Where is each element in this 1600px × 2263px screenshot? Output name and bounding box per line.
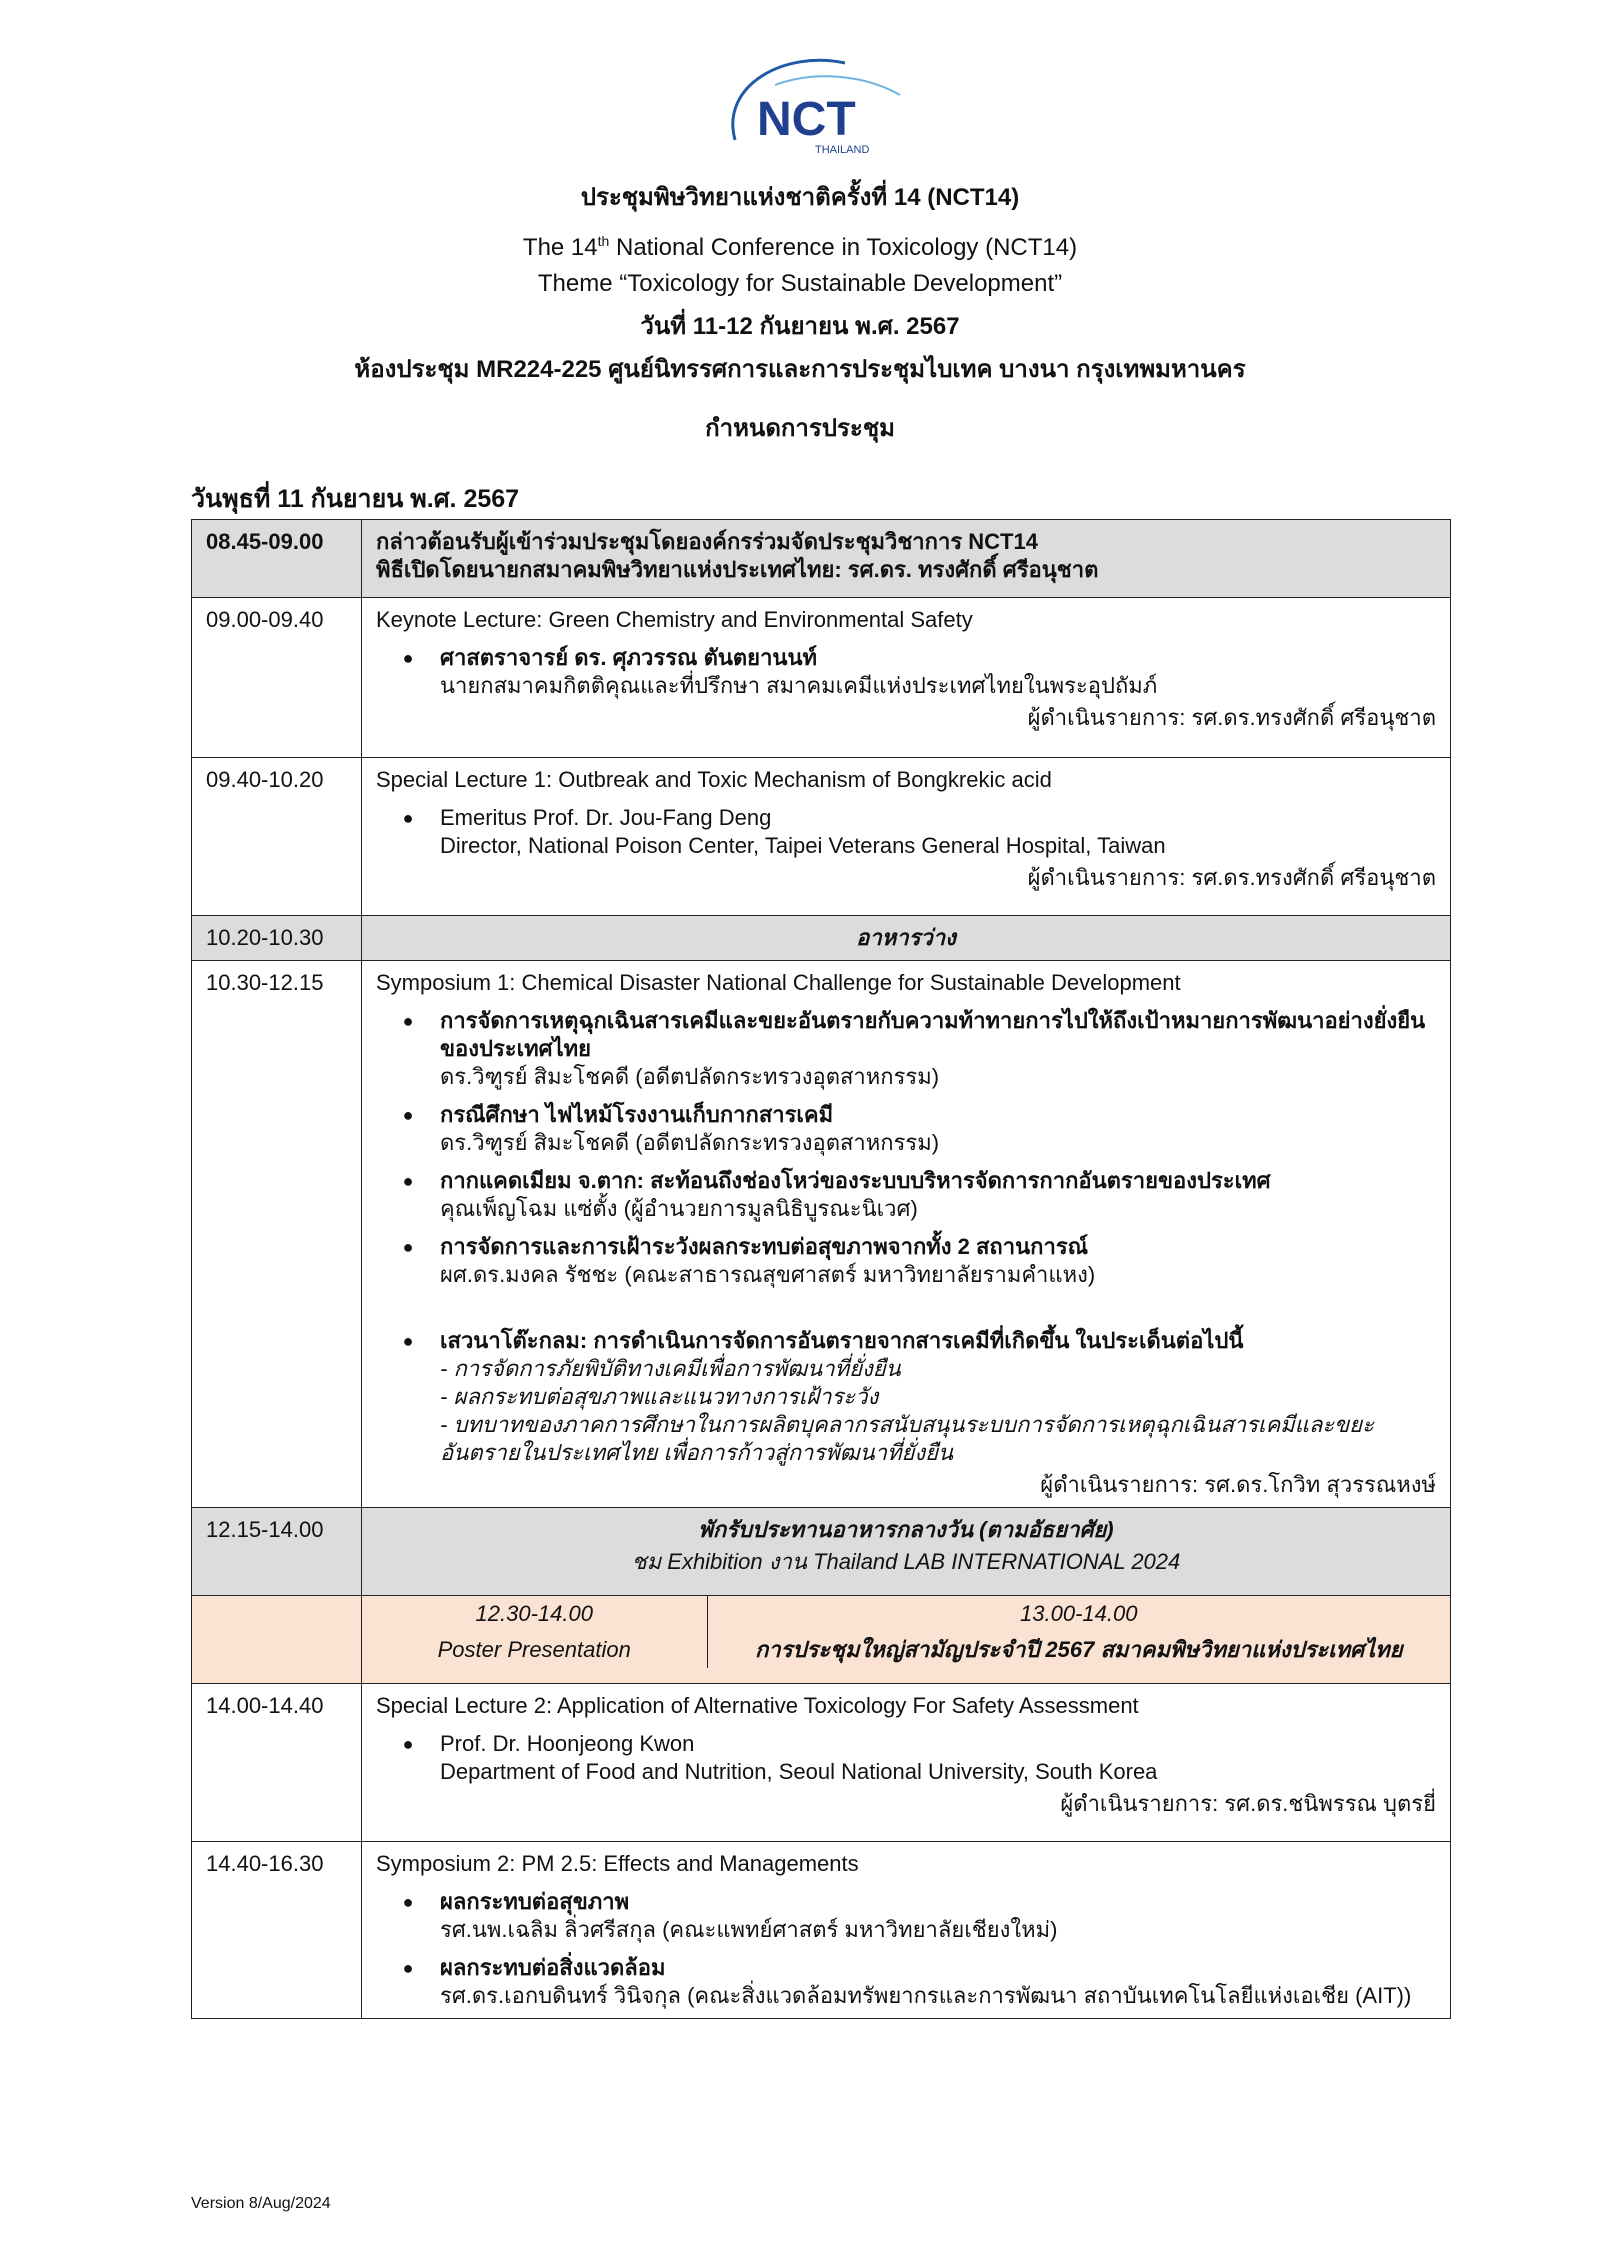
speaker-name: Emeritus Prof. Dr. Jou-Fang Deng [440, 805, 772, 830]
empty-time-cell [192, 1596, 362, 1684]
table-row [192, 916, 1451, 961]
session-title: Symposium 1: Chemical Disaster National Challenge for Sustainable Development [376, 970, 1181, 995]
lunch-label: พักรับประทานอาหารกลางวัน (ตามอัธยาศัย) [698, 1517, 1114, 1542]
table-row [192, 1684, 1451, 1842]
session-title: Special Lecture 2: Application of Alternative Toxicology For Safety Assessment [376, 1693, 1139, 1718]
meeting-time: 13.00-14.00 [1020, 1601, 1138, 1626]
bullet-icon: ● [402, 808, 414, 828]
speaker: ดร.วิฑูรย์ สิมะโชคดี (อดีตปลัดกระทรวงอุตสาหกรรม) [440, 1130, 940, 1155]
topic: กรณีศึกษา ไฟไหม้โรงงานเก็บกากสารเคมี [440, 1102, 834, 1127]
table-row [192, 520, 1451, 598]
svg-text:THAILAND: THAILAND [815, 144, 870, 156]
table-row [192, 961, 1451, 1508]
session-cell [362, 758, 1451, 916]
time-cell: 10.20-10.30 [192, 916, 362, 961]
table-row [192, 598, 1451, 758]
bullet-icon: ● [402, 1331, 414, 1351]
topic: การจัดการเหตุฉุกเฉินสารเคมีและขยะอันตรายกับความท้าทายการไปให้ถึงเป้าหมายการพัฒนาอย่างยั่งยืนของประเทศไทย [440, 1008, 1426, 1061]
speaker: รศ.ดร.เอกบดินทร์ วินิจกุล (คณะสิ่งแวดล้อมทรัพยากรและการพัฒนา สถาบันเทคโนโลยีแห่งเอเชีย (AIT)) [440, 1983, 1412, 2008]
conference-title-english: The 14th National Conference in Toxicology (NCT14) [522, 233, 1078, 261]
speaker-name: Prof. Dr. Hoonjeong Kwon [440, 1731, 695, 1756]
topic: ผลกระทบต่อสิ่งแวดล้อม [440, 1955, 666, 1980]
moderator: ผู้ดำเนินรายการ: รศ.ดร.โกวิท สุวรรณหงษ์ [1040, 1472, 1436, 1497]
bullet-icon: ● [402, 1011, 414, 1031]
session-title: Symposium 2: PM 2.5: Effects and Managements [376, 1851, 859, 1876]
time-cell: 09.00-09.40 [192, 598, 362, 758]
session-cell [362, 1684, 1451, 1842]
break-label: อาหารว่าง [362, 916, 1451, 961]
meeting-label: การประชุมใหญ่สามัญประจำปี 2567 สมาคมพิษวิทยาแห่งประเทศไทย [754, 1637, 1403, 1662]
conference-venue: ห้องประชุม MR224-225 ศูนย์นิทรรศการและการประชุมไบเทค บางนา กรุงเทพมหานคร [354, 356, 1246, 383]
speaker-affiliation: Director, National Poison Center, Taipei Veterans General Hospital, Taiwan [440, 833, 1166, 858]
conference-date: วันที่ 11-12 กันยายน พ.ศ. 2567 [640, 313, 960, 340]
bullet-icon: ● [402, 1892, 414, 1912]
table-row [192, 758, 1451, 916]
bullet-icon: ● [402, 1734, 414, 1754]
bullet-icon: ● [402, 1237, 414, 1257]
bullet-icon: ● [402, 1105, 414, 1125]
time-cell: 14.00-14.40 [192, 1684, 362, 1842]
time-cell: 14.40-16.30 [192, 1842, 362, 2019]
panel-item: - การจัดการภัยพิบัติทางเคมีเพื่อการพัฒนาที่ยั่งยืน [440, 1356, 901, 1381]
time-cell: 09.40-10.20 [192, 758, 362, 916]
general-meeting [707, 1596, 1450, 1668]
svg-text:NCT: NCT [757, 93, 856, 146]
speaker-affiliation: Department of Food and Nutrition, Seoul National University, South Korea [440, 1759, 1158, 1784]
conference-theme: Theme “Toxicology for Sustainable Development” [537, 270, 1063, 297]
day-heading: วันพุธที่ 11 กันยายน พ.ศ. 2567 [191, 485, 520, 513]
speaker-name: ศาสตราจารย์ ดร. ศุภวรรณ ตันตยานนท์ [440, 645, 818, 670]
topic: การจัดการและการเฝ้าระวังผลกระทบต่อสุขภาพจากทั้ง 2 สถานการณ์ [440, 1234, 1089, 1259]
bullet-icon: ● [402, 1171, 414, 1191]
panel-item: - ผลกระทบต่อสุขภาพและแนวทางการเฝ้าระวัง [440, 1384, 879, 1409]
session-title: Keynote Lecture: Green Chemistry and Environmental Safety [376, 607, 973, 632]
time-cell: 10.30-12.15 [192, 961, 362, 1508]
session-cell [362, 598, 1451, 758]
exhibition-label: ชม Exhibition งาน Thailand LAB INTERNATIONAL 2024 [631, 1549, 1181, 1574]
session-cell [362, 961, 1451, 1508]
parallel-sessions-cell [362, 1596, 1451, 1684]
poster-time: 12.30-14.00 [475, 1601, 593, 1626]
conference-title-thai: ประชุมพิษวิทยาแห่งชาติครั้งที่ 14 (NCT14) [580, 184, 1020, 211]
version-label: Version 8/Aug/2024 [191, 2195, 331, 2212]
topic: ผลกระทบต่อสุขภาพ [440, 1889, 630, 1914]
schedule-table [191, 519, 1451, 2019]
time-cell: 08.45-09.00 [192, 520, 362, 598]
parallel-sessions [362, 1596, 1450, 1668]
speaker: ดร.วิฑูรย์ สิมะโชคดี (อดีตปลัดกระทรวงอุตสาหกรรม) [440, 1064, 940, 1089]
speaker: คุณเพ็ญโฉม แซ่ตั้ง (ผู้อำนวยการมูลนิธิบูรณะนิเวศ) [440, 1196, 918, 1221]
session-cell [362, 1842, 1451, 2019]
lunch-cell [362, 1508, 1451, 1596]
nct-logo [715, 45, 915, 160]
table-row [192, 1596, 1451, 1684]
moderator: ผู้ดำเนินรายการ: รศ.ดร.ทรงศักดิ์ ศรีอนุชาต [1027, 865, 1436, 890]
topic: เสวนาโต๊ะกลม: การดำเนินการจัดการอันตรายจากสารเคมีที่เกิดขึ้น ในประเด็นต่อไปนี้ [440, 1328, 1244, 1353]
moderator: ผู้ดำเนินรายการ: รศ.ดร.ชนิพรรณ บุตรยี่ [1060, 1791, 1436, 1816]
table-row [192, 1842, 1451, 2019]
moderator: ผู้ดำเนินรายการ: รศ.ดร.ทรงศักดิ์ ศรีอนุชาต [1027, 705, 1436, 730]
table-row [192, 1508, 1451, 1596]
session-title: Special Lecture 1: Outbreak and Toxic Mechanism of Bongkrekic acid [376, 767, 1052, 792]
bullet-icon: ● [402, 648, 414, 668]
opening-text: พิธีเปิดโดยนายกสมาคมพิษวิทยาแห่งประเทศไทย: รศ.ดร. ทรงศักดิ์ ศรีอนุชาต [376, 557, 1099, 582]
session-cell [362, 520, 1451, 598]
speaker: รศ.นพ.เฉลิม ลิ่วศรีสกุล (คณะแพทย์ศาสตร์ มหาวิทยาลัยเชียงใหม่) [440, 1917, 1058, 1942]
poster-label: Poster Presentation [437, 1637, 631, 1662]
speaker: ผศ.ดร.มงคล รัชชะ (คณะสาธารณสุขศาสตร์ มหาวิทยาลัยรามคำแหง) [440, 1262, 1096, 1287]
bullet-icon: ● [402, 1958, 414, 1978]
time-cell: 12.15-14.00 [192, 1508, 362, 1596]
speaker-affiliation: นายกสมาคมกิตติคุณและที่ปรึกษา สมาคมเคมีแห่งประเทศไทยในพระอุปถัมภ์ [440, 673, 1158, 698]
poster-session [362, 1596, 707, 1668]
schedule-title: กำหนดการประชุม [705, 415, 895, 442]
welcome-text: กล่าวต้อนรับผู้เข้าร่วมประชุมโดยองค์กรร่วมจัดประชุมวิชาการ NCT14 [376, 529, 1038, 554]
panel-item: - บทบาทของภาคการศึกษาในการผลิตบุคลากรสนับสนุนระบบการจัดการเหตุฉุกเฉินสารเคมีและขยะอันตรายในประเทศไทย เพื่อการก้าวสู่การพัฒนาที่ยั่งยืน [440, 1412, 1374, 1465]
topic: กากแคดเมียม จ.ตาก: สะท้อนถึงช่องโหว่ของระบบบริหารจัดการกากอันตรายของประเทศ [440, 1168, 1271, 1193]
